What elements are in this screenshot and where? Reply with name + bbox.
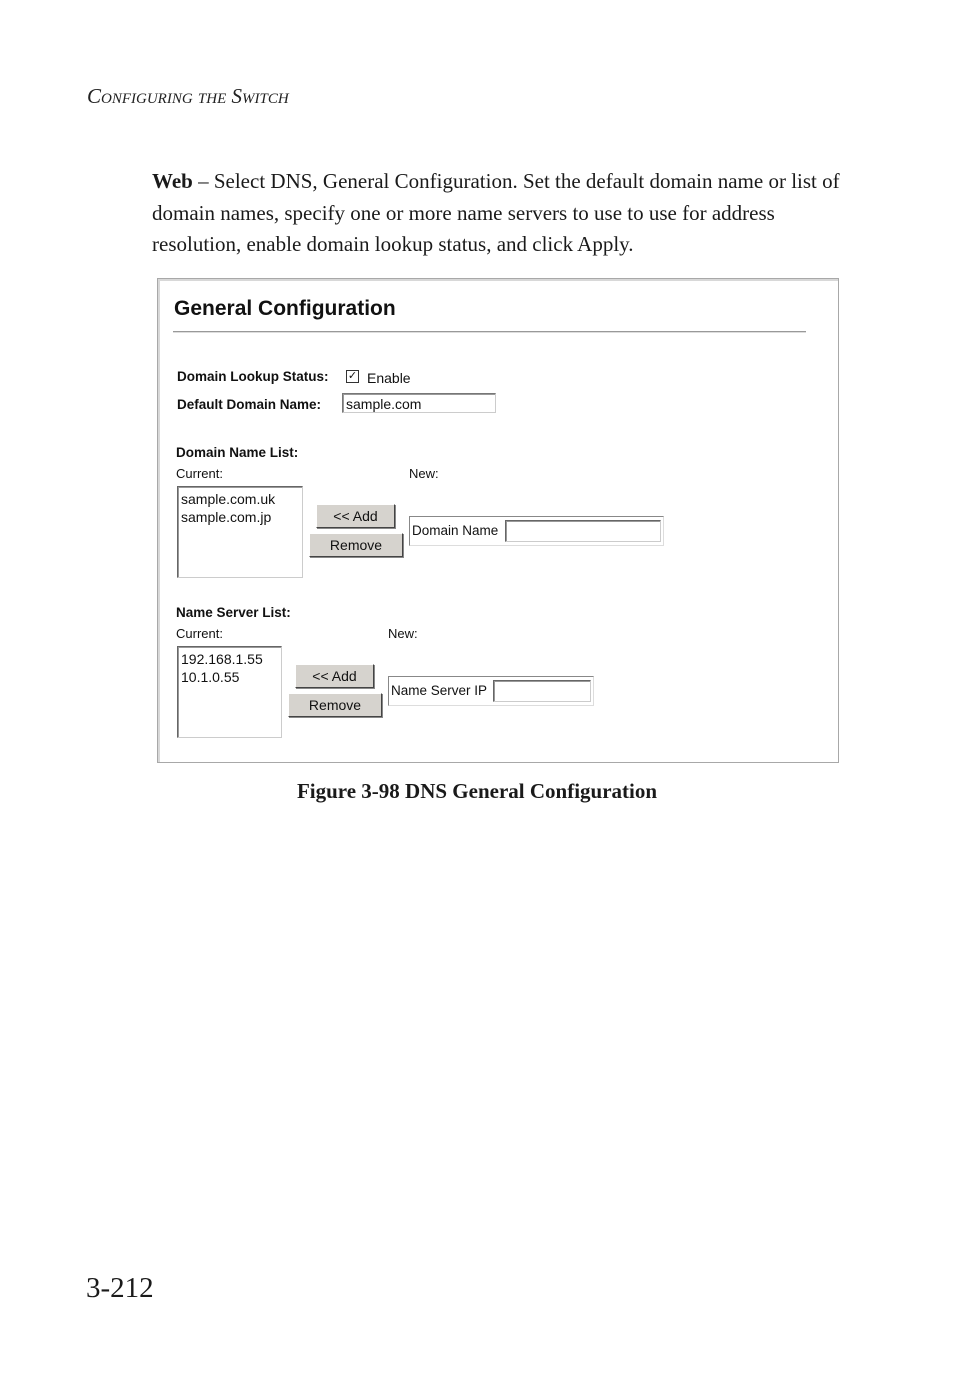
domain-add-button[interactable]: << Add <box>316 504 395 528</box>
server-new-label: New: <box>388 626 418 641</box>
domain-new-label: New: <box>409 466 439 481</box>
domain-new-field-group <box>409 516 664 546</box>
domain-current-listbox[interactable] <box>177 486 303 578</box>
figure-title: General Configuration <box>174 297 396 320</box>
list-item[interactable]: 10.1.0.55 <box>181 669 240 685</box>
title-divider <box>173 331 806 333</box>
page-number: 3-212 <box>86 1272 154 1304</box>
checkmark-icon: ✓ <box>347 370 358 382</box>
domain-lookup-checkbox[interactable] <box>346 370 359 383</box>
list-item[interactable]: sample.com.uk <box>181 491 276 507</box>
default-domain-label: Default Domain Name: <box>177 397 322 412</box>
domain-remove-button[interactable]: Remove <box>309 533 403 557</box>
intro-paragraph <box>152 166 842 261</box>
server-add-button[interactable]: << Add <box>295 664 374 688</box>
enable-label: Enable <box>367 370 411 386</box>
domain-new-field-label: Domain Name <box>412 523 499 538</box>
running-header: Configuring the Switch <box>87 84 289 108</box>
domain-current-label: Current: <box>176 466 223 481</box>
intro-text: – Select DNS, General Configuration. Set the default domain name or list of domain names, specify one or more name servers to use to use for address resolution, enable domain lookup status, and click Apply. <box>152 169 840 256</box>
default-domain-input[interactable]: sample.com <box>342 393 496 413</box>
list-item[interactable]: sample.com.jp <box>181 509 272 525</box>
intro-lead: Web <box>152 169 193 193</box>
domain-name-list-label: Domain Name List: <box>176 445 299 460</box>
server-remove-button[interactable]: Remove <box>288 693 382 717</box>
figure-caption: Figure 3-98 DNS General Configuration <box>296 779 658 803</box>
name-server-list-label: Name Server List: <box>176 605 291 620</box>
server-current-label: Current: <box>176 626 223 641</box>
domain-new-input[interactable] <box>505 520 661 542</box>
server-new-field-label: Name Server IP <box>391 683 488 698</box>
list-item[interactable]: 192.168.1.55 <box>181 651 263 667</box>
server-new-field-group <box>388 676 594 706</box>
domain-lookup-label: Domain Lookup Status: <box>177 369 329 384</box>
server-current-listbox[interactable] <box>177 646 282 738</box>
figure-screenshot <box>157 278 839 763</box>
server-new-input[interactable] <box>493 680 591 702</box>
